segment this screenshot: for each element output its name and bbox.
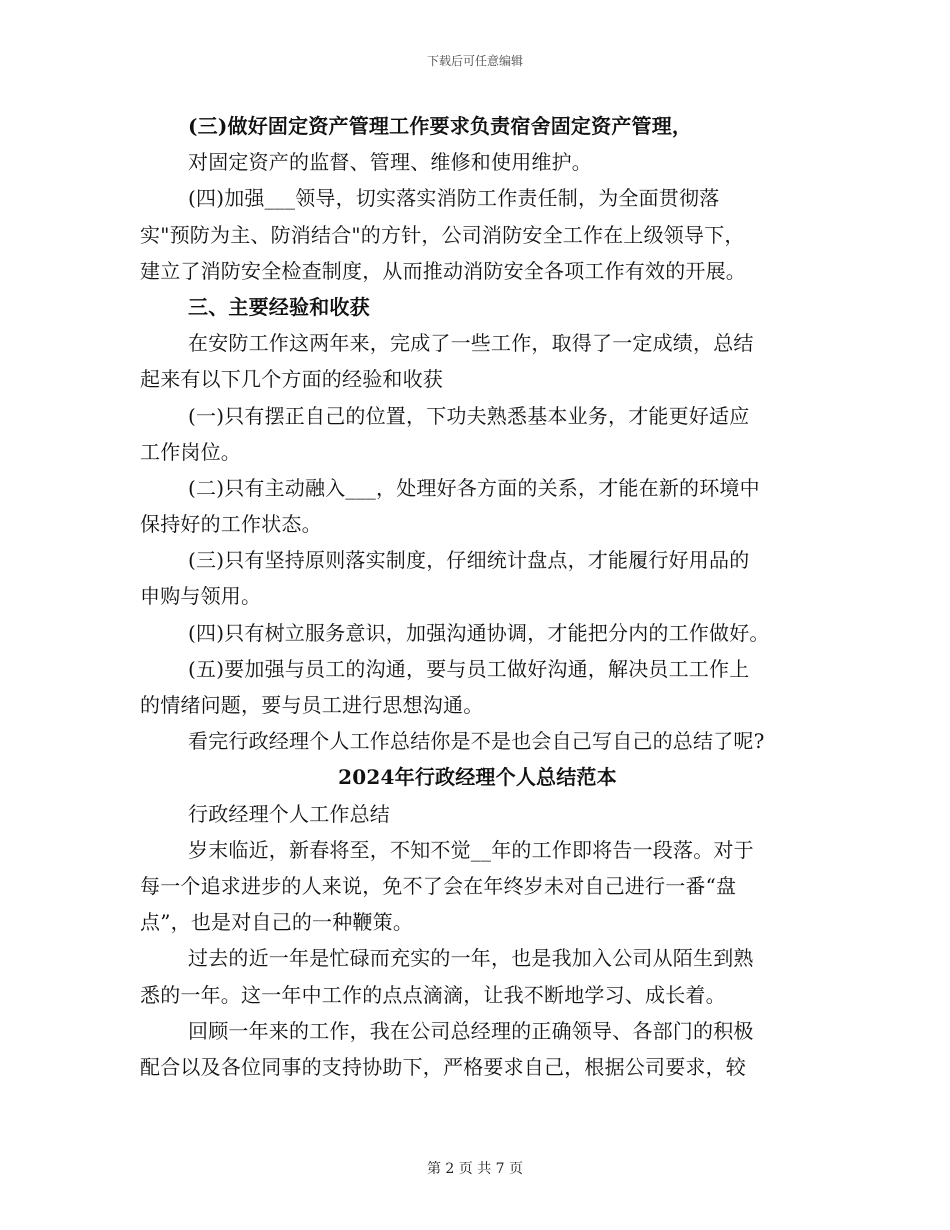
text-line: (二)只有主动融入___，处理好各方面的关系，才能在新的环境中 bbox=[188, 475, 760, 500]
text-line: 回顾一年来的工作，我在公司总经理的正确领导、各部门的积极 bbox=[188, 1018, 754, 1043]
section-heading: (三)做好固定资产管理工作要求负责宿舍固定资产管理， bbox=[188, 114, 693, 138]
text-line: 每一个追求进步的人来说，免不了会在年终岁未对自己进行一番“盘 bbox=[140, 873, 737, 898]
text-line: 申购与领用。 bbox=[140, 584, 262, 609]
text-line: 配合以及各位同事的支持协助下，严格要求自己，根据公司要求，较 bbox=[140, 1054, 746, 1079]
text-line: 工作岗位。 bbox=[140, 439, 241, 464]
text-line: (一)只有摆正自己的位置，下功夫熟悉基本业务，才能更好适应 bbox=[188, 403, 750, 428]
section-heading: 三、主要经验和收获 bbox=[188, 294, 370, 319]
text-line: (四)只有树立服务意识，加强沟通协调，才能把分内的工作做好。 bbox=[188, 620, 770, 645]
text-line: (五)要加强与员工的沟通，要与员工做好沟通，解决员工工作上 bbox=[188, 656, 750, 681]
text-line: 实"预防为主、防消结合"的方针，公司消防安全工作在上级领导下， bbox=[140, 222, 745, 247]
text-line: 看完行政经理个人工作总结你是不是也会自己写自己的总结了呢? bbox=[188, 729, 765, 754]
text-line: 岁末临近，新春将至，不知不觉__年的工作即将告一段落。对于 bbox=[188, 837, 754, 862]
text-line: (四)加强___领导，切实落实消防工作责任制，为全面贯彻落 bbox=[188, 186, 720, 211]
text-line: 对固定资产的监督、管理、维修和使用维护。 bbox=[188, 150, 592, 175]
text-line: 悉的一年。这一年中工作的点点滴滴，让我不断地学习、成长着。 bbox=[140, 982, 726, 1007]
text-line: 行政经理个人工作总结 bbox=[188, 801, 390, 826]
document-body bbox=[140, 108, 815, 1085]
text-line: 点”，也是对自己的一种鞭策。 bbox=[140, 910, 414, 935]
text-line: 起来有以下几个方面的经验和收获 bbox=[140, 367, 443, 392]
text-line: 在安防工作这两年来，完成了一些工作，取得了一定成绩，总结 bbox=[188, 331, 754, 356]
section-title: 2024年行政经理个人总结范本 bbox=[338, 765, 617, 790]
text-line: (三)只有坚持原则落实制度，仔细统计盘点，才能履行好用品的 bbox=[188, 548, 750, 573]
page-header: 下载后可任意编辑 bbox=[426, 54, 523, 68]
page-footer: 第 2 页 共 7 页 bbox=[426, 1161, 524, 1177]
text-line: 保持好的工作状态。 bbox=[140, 512, 322, 537]
text-line: 过去的近一年是忙碌而充实的一年，也是我加入公司从陌生到熟 bbox=[188, 946, 754, 971]
text-line: 的情绪问题，要与员工进行思想沟通。 bbox=[140, 693, 484, 717]
text-line: 建立了消防安全检查制度，从而推动消防安全各项工作有效的开展。 bbox=[140, 258, 746, 283]
